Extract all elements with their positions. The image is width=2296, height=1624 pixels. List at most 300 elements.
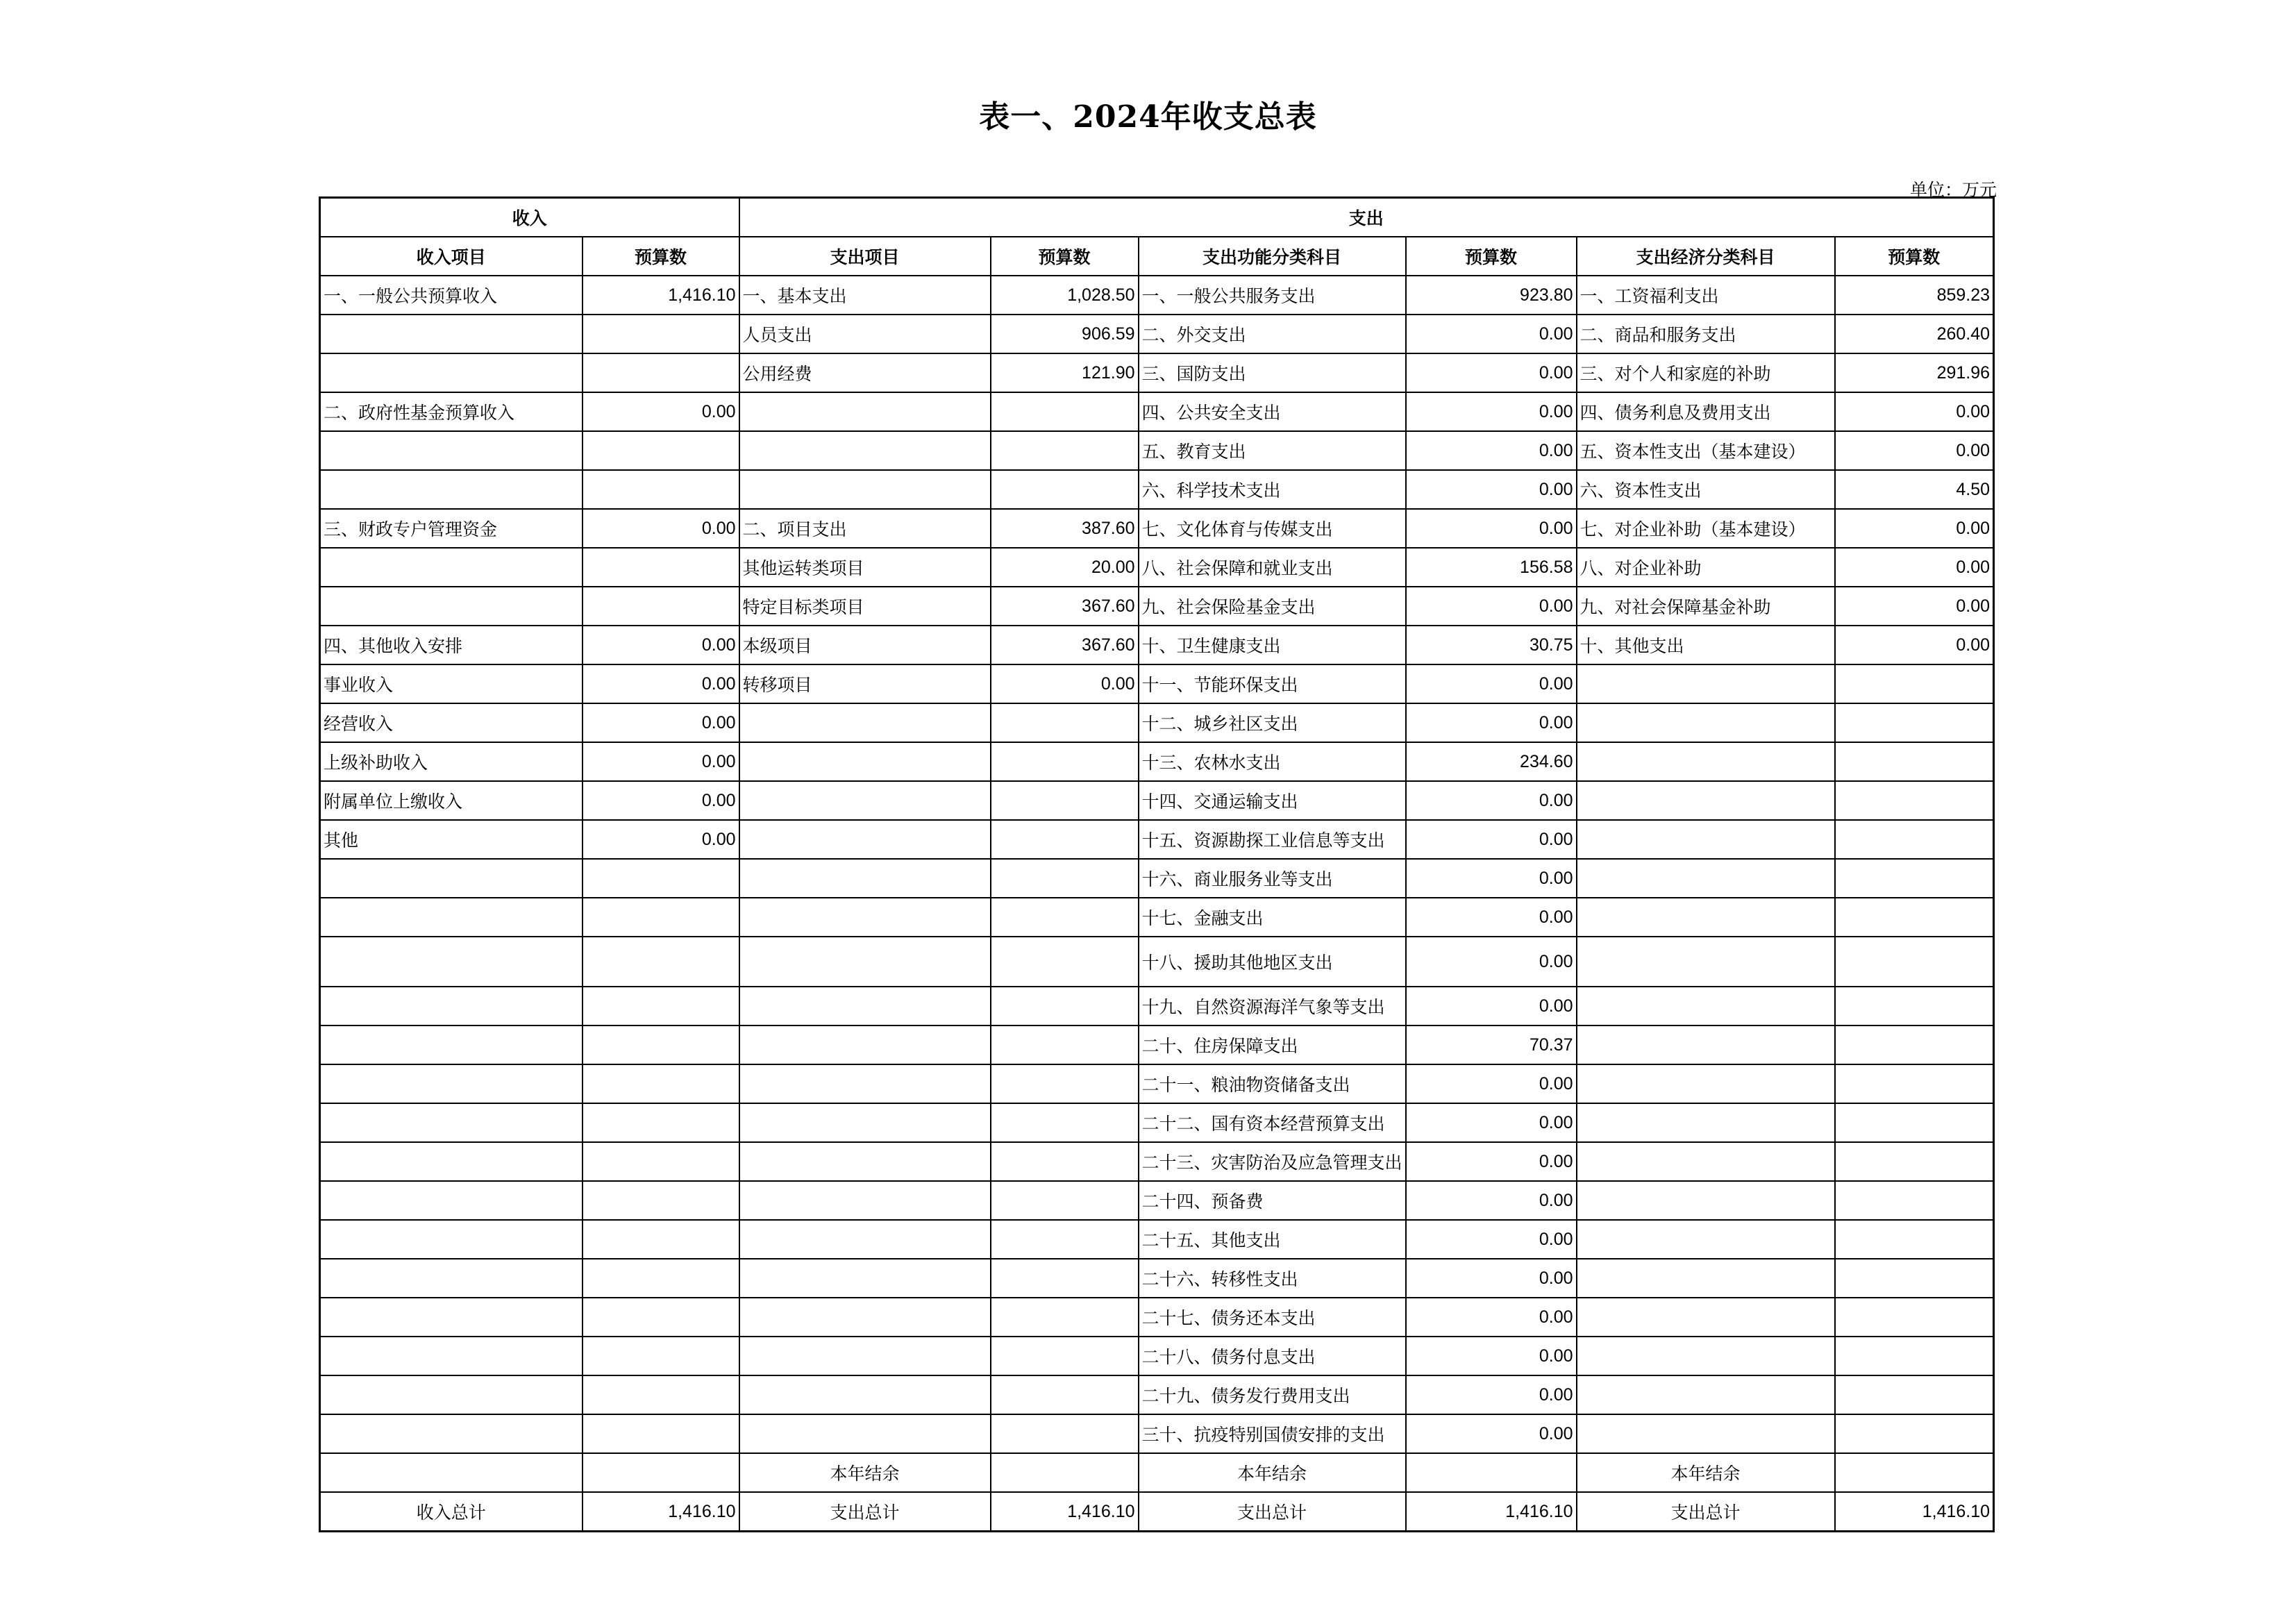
expense-budget-cell (991, 898, 1139, 937)
income-budget-cell (583, 470, 739, 509)
function-item-cell: 二十四、预备费 (1139, 1181, 1406, 1220)
function-budget-cell: 0.00 (1406, 587, 1577, 626)
expense-budget-cell (991, 859, 1139, 898)
expense-item-cell: 支出总计 (739, 1492, 991, 1532)
income-item-cell: 四、其他收入安排 (320, 626, 583, 664)
function-item-cell: 二十九、债务发行费用支出 (1139, 1375, 1406, 1414)
expense-budget-cell (991, 1298, 1139, 1337)
income-budget-cell: 0.00 (583, 703, 739, 742)
economic-budget-cell: 0.00 (1835, 509, 1994, 548)
income-budget-cell (583, 1181, 739, 1220)
economic-budget-cell (1835, 1064, 1994, 1103)
function-budget-cell: 30.75 (1406, 626, 1577, 664)
economic-item-cell: 十、其他支出 (1577, 626, 1835, 664)
function-budget-cell: 0.00 (1406, 509, 1577, 548)
economic-budget-cell (1835, 742, 1994, 781)
expense-item-cell (739, 392, 991, 431)
function-item-cell: 十四、交通运输支出 (1139, 781, 1406, 820)
economic-budget-cell: 260.40 (1835, 315, 1994, 353)
function-budget-cell: 156.58 (1406, 548, 1577, 587)
expense-budget-cell (991, 392, 1139, 431)
income-budget-cell (583, 1259, 739, 1298)
expense-budget-cell: 1,028.50 (991, 276, 1139, 315)
function-budget-cell: 0.00 (1406, 1103, 1577, 1142)
economic-item-cell (1577, 1220, 1835, 1259)
function-item-cell: 十三、农林水支出 (1139, 742, 1406, 781)
income-item-cell: 其他 (320, 820, 583, 859)
function-budget-cell: 0.00 (1406, 820, 1577, 859)
economic-budget-cell: 0.00 (1835, 587, 1994, 626)
income-item-cell: 事业收入 (320, 664, 583, 703)
table-row (320, 509, 1994, 548)
function-budget-cell: 0.00 (1406, 987, 1577, 1026)
economic-item-cell: 三、对个人和家庭的补助 (1577, 353, 1835, 392)
expense-budget-cell: 367.60 (991, 587, 1139, 626)
table-row (320, 392, 1994, 431)
income-item-cell (320, 1181, 583, 1220)
expense-budget-cell: 367.60 (991, 626, 1139, 664)
economic-budget-cell (1835, 1220, 1994, 1259)
table-row (320, 664, 1994, 703)
function-item-cell: 十六、商业服务业等支出 (1139, 859, 1406, 898)
economic-item-cell (1577, 820, 1835, 859)
economic-item-cell: 本年结余 (1577, 1453, 1835, 1492)
expense-item-cell: 其他运转类项目 (739, 548, 991, 587)
table-row (320, 587, 1994, 626)
expense-budget-cell (991, 1103, 1139, 1142)
function-item-cell: 六、科学技术支出 (1139, 470, 1406, 509)
income-item-cell: 三、财政专户管理资金 (320, 509, 583, 548)
economic-budget-cell (1835, 781, 1994, 820)
function-budget-cell: 0.00 (1406, 1337, 1577, 1375)
economic-item-cell (1577, 1414, 1835, 1453)
expense-item-cell (739, 1298, 991, 1337)
expense-budget-cell (991, 1220, 1139, 1259)
expense-item-cell (739, 1103, 991, 1142)
economic-budget-cell (1835, 898, 1994, 937)
expense-item-cell (739, 859, 991, 898)
table-row (320, 898, 1994, 937)
economic-budget-cell (1835, 664, 1994, 703)
function-item-cell: 五、教育支出 (1139, 431, 1406, 470)
table-row (320, 703, 1994, 742)
function-item-cell: 十九、自然资源海洋气象等支出 (1139, 987, 1406, 1026)
table-row (320, 626, 1994, 664)
table-row (320, 431, 1994, 470)
expense-budget-cell: 121.90 (991, 353, 1139, 392)
expense-budget-cell (991, 431, 1139, 470)
function-budget-cell: 0.00 (1406, 664, 1577, 703)
function-item-cell: 十一、节能环保支出 (1139, 664, 1406, 703)
expense-budget-cell (991, 781, 1139, 820)
function-item-cell: 四、公共安全支出 (1139, 392, 1406, 431)
function-item-cell: 二十八、债务付息支出 (1139, 1337, 1406, 1375)
income-item-cell: 一、一般公共预算收入 (320, 276, 583, 315)
expense-item-cell (739, 1337, 991, 1375)
income-budget-cell: 0.00 (583, 742, 739, 781)
income-budget-cell (583, 1337, 739, 1375)
function-item-cell: 二十二、国有资本经营预算支出 (1139, 1103, 1406, 1142)
economic-budget-cell: 4.50 (1835, 470, 1994, 509)
table-row (320, 1492, 1994, 1532)
economic-item-cell: 五、资本性支出（基本建设） (1577, 431, 1835, 470)
table-row (320, 548, 1994, 587)
expense-budget-cell (991, 1181, 1139, 1220)
budget-header: 预算数 (991, 237, 1139, 276)
table-row (320, 987, 1994, 1026)
economic-budget-cell (1835, 1103, 1994, 1142)
economic-item-cell (1577, 898, 1835, 937)
income-item-cell (320, 1414, 583, 1453)
income-budget-cell (583, 1453, 739, 1492)
income-item-cell (320, 548, 583, 587)
income-budget-cell: 0.00 (583, 392, 739, 431)
income-item-cell (320, 1337, 583, 1375)
expense-item-cell (739, 937, 991, 987)
income-item-cell (320, 1220, 583, 1259)
function-budget-cell: 0.00 (1406, 431, 1577, 470)
expense-item-cell: 人员支出 (739, 315, 991, 353)
expense-budget-cell (991, 1259, 1139, 1298)
function-item-cell: 十二、城乡社区支出 (1139, 703, 1406, 742)
income-item-cell: 上级补助收入 (320, 742, 583, 781)
function-budget-cell: 923.80 (1406, 276, 1577, 315)
function-budget-cell: 234.60 (1406, 742, 1577, 781)
income-item-cell: 二、政府性基金预算收入 (320, 392, 583, 431)
table-row (320, 859, 1994, 898)
expense-item-cell (739, 820, 991, 859)
expense-item-cell (739, 1064, 991, 1103)
expense-item-cell (739, 987, 991, 1026)
income-budget-cell (583, 1142, 739, 1181)
table-row (320, 1103, 1994, 1142)
page-title: 表一、2024年收支总表 (979, 99, 1317, 135)
function-item-cell: 三、国防支出 (1139, 353, 1406, 392)
function-budget-cell: 0.00 (1406, 353, 1577, 392)
expense-item-cell (739, 1414, 991, 1453)
expense-budget-cell: 20.00 (991, 548, 1139, 587)
income-item-cell (320, 1259, 583, 1298)
economic-budget-cell (1835, 1453, 1994, 1492)
expense-item-cell (739, 1026, 991, 1064)
economic-item-cell (1577, 859, 1835, 898)
expense-budget-cell (991, 742, 1139, 781)
function-item-cell: 二十七、债务还本支出 (1139, 1298, 1406, 1337)
expense-budget-cell (991, 1142, 1139, 1181)
table-row (320, 276, 1994, 315)
income-item-cell (320, 1103, 583, 1142)
income-budget-cell (583, 1103, 739, 1142)
table-row (320, 1142, 1994, 1181)
economic-budget-cell (1835, 1026, 1994, 1064)
income-item-cell (320, 470, 583, 509)
expense-item-cell: 本年结余 (739, 1453, 991, 1492)
expense-budget-cell (991, 937, 1139, 987)
expense-item-cell: 二、项目支出 (739, 509, 991, 548)
economic-item-header: 支出经济分类科目 (1577, 237, 1835, 276)
unit-label: 单位：万元 (1909, 180, 1997, 200)
income-item-cell: 收入总计 (320, 1492, 583, 1532)
income-item-cell (320, 1026, 583, 1064)
expense-item-cell: 特定目标类项目 (739, 587, 991, 626)
economic-item-cell: 四、债务利息及费用支出 (1577, 392, 1835, 431)
expense-item-cell: 本级项目 (739, 626, 991, 664)
income-budget-cell (583, 431, 739, 470)
function-item-cell: 二十一、粮油物资储备支出 (1139, 1064, 1406, 1103)
income-item-cell (320, 898, 583, 937)
function-budget-cell: 0.00 (1406, 859, 1577, 898)
function-budget-cell: 0.00 (1406, 703, 1577, 742)
income-budget-cell (583, 937, 739, 987)
expense-item-cell (739, 781, 991, 820)
income-budget-cell (583, 353, 739, 392)
expense-item-cell (739, 1220, 991, 1259)
expense-budget-cell (991, 470, 1139, 509)
function-budget-cell: 0.00 (1406, 1414, 1577, 1453)
table-row (320, 742, 1994, 781)
budget-header: 预算数 (583, 237, 739, 276)
function-budget-cell: 0.00 (1406, 1375, 1577, 1414)
economic-budget-cell: 0.00 (1835, 392, 1994, 431)
table-row (320, 1026, 1994, 1064)
expense-item-cell (739, 1259, 991, 1298)
economic-budget-cell (1835, 859, 1994, 898)
income-group-header: 收入 (320, 198, 739, 237)
function-budget-cell: 0.00 (1406, 937, 1577, 987)
function-item-cell: 二十三、灾害防治及应急管理支出 (1139, 1142, 1406, 1181)
function-item-cell: 一、一般公共服务支出 (1139, 276, 1406, 315)
economic-item-cell (1577, 781, 1835, 820)
economic-item-cell (1577, 1181, 1835, 1220)
expense-budget-cell: 906.59 (991, 315, 1139, 353)
economic-item-cell: 二、商品和服务支出 (1577, 315, 1835, 353)
table-header-group-row (320, 198, 1994, 237)
function-budget-cell: 0.00 (1406, 1064, 1577, 1103)
income-item-cell (320, 353, 583, 392)
table-row (320, 820, 1994, 859)
economic-item-cell (1577, 742, 1835, 781)
income-item-cell (320, 1142, 583, 1181)
expense-budget-cell: 1,416.10 (991, 1492, 1139, 1532)
expense-item-cell (739, 431, 991, 470)
expense-item-cell (739, 470, 991, 509)
income-budget-cell: 0.00 (583, 626, 739, 664)
income-item-header: 收入项目 (320, 237, 583, 276)
expense-budget-cell (991, 703, 1139, 742)
economic-budget-cell (1835, 1414, 1994, 1453)
income-budget-cell (583, 1298, 739, 1337)
function-budget-cell: 0.00 (1406, 1142, 1577, 1181)
function-item-cell: 支出总计 (1139, 1492, 1406, 1532)
economic-budget-cell: 859.23 (1835, 276, 1994, 315)
economic-budget-cell (1835, 1298, 1994, 1337)
function-budget-cell: 0.00 (1406, 1220, 1577, 1259)
income-budget-cell: 1,416.10 (583, 1492, 739, 1532)
function-item-cell: 二、外交支出 (1139, 315, 1406, 353)
expense-item-cell (739, 703, 991, 742)
table-row (320, 781, 1994, 820)
expense-budget-cell: 387.60 (991, 509, 1139, 548)
expense-item-cell: 转移项目 (739, 664, 991, 703)
economic-budget-cell (1835, 987, 1994, 1026)
income-budget-cell: 0.00 (583, 509, 739, 548)
function-item-cell: 十五、资源勘探工业信息等支出 (1139, 820, 1406, 859)
function-item-cell: 二十、住房保障支出 (1139, 1026, 1406, 1064)
table-row (320, 937, 1994, 987)
economic-budget-cell (1835, 1259, 1994, 1298)
economic-item-cell: 七、对企业补助（基本建设） (1577, 509, 1835, 548)
function-item-cell: 十、卫生健康支出 (1139, 626, 1406, 664)
income-budget-cell (583, 898, 739, 937)
economic-budget-cell (1835, 703, 1994, 742)
expense-budget-cell: 0.00 (991, 664, 1139, 703)
expense-item-header: 支出项目 (739, 237, 991, 276)
function-item-cell: 八、社会保障和就业支出 (1139, 548, 1406, 587)
economic-item-cell (1577, 1026, 1835, 1064)
expense-item-cell: 公用经费 (739, 353, 991, 392)
income-budget-cell (583, 315, 739, 353)
table-row (320, 315, 1994, 353)
function-item-cell: 本年结余 (1139, 1453, 1406, 1492)
economic-item-cell: 九、对社会保障基金补助 (1577, 587, 1835, 626)
function-item-cell: 十八、援助其他地区支出 (1139, 937, 1406, 987)
economic-item-cell: 支出总计 (1577, 1492, 1835, 1532)
expense-budget-cell (991, 1453, 1139, 1492)
economic-item-cell (1577, 1337, 1835, 1375)
income-item-cell: 附属单位上缴收入 (320, 781, 583, 820)
table-header-row (320, 237, 1994, 276)
economic-budget-cell: 1,416.10 (1835, 1492, 1994, 1532)
function-budget-cell (1406, 1453, 1577, 1492)
income-budget-cell (583, 1220, 739, 1259)
income-item-cell (320, 987, 583, 1026)
income-budget-cell: 0.00 (583, 664, 739, 703)
function-budget-cell: 0.00 (1406, 898, 1577, 937)
income-item-cell (320, 1298, 583, 1337)
economic-budget-cell: 0.00 (1835, 431, 1994, 470)
function-budget-cell: 0.00 (1406, 392, 1577, 431)
table-row (320, 1064, 1994, 1103)
economic-item-cell (1577, 1375, 1835, 1414)
budget-header: 预算数 (1406, 237, 1577, 276)
income-item-cell (320, 431, 583, 470)
function-item-cell: 七、文化体育与传媒支出 (1139, 509, 1406, 548)
income-budget-cell: 0.00 (583, 781, 739, 820)
expense-budget-cell (991, 1337, 1139, 1375)
function-item-header: 支出功能分类科目 (1139, 237, 1406, 276)
expense-item-cell (739, 1181, 991, 1220)
economic-item-cell (1577, 1259, 1835, 1298)
economic-budget-cell: 0.00 (1835, 626, 1994, 664)
income-item-cell (320, 315, 583, 353)
economic-item-cell (1577, 703, 1835, 742)
economic-budget-cell (1835, 1375, 1994, 1414)
expense-budget-cell (991, 820, 1139, 859)
income-budget-cell: 0.00 (583, 820, 739, 859)
expense-budget-cell (991, 1414, 1139, 1453)
income-budget-cell (583, 859, 739, 898)
function-budget-cell: 0.00 (1406, 781, 1577, 820)
table-row (320, 1220, 1994, 1259)
economic-budget-cell (1835, 820, 1994, 859)
economic-budget-cell: 291.96 (1835, 353, 1994, 392)
income-item-cell (320, 937, 583, 987)
economic-item-cell (1577, 1064, 1835, 1103)
expense-item-cell (739, 1375, 991, 1414)
expense-budget-cell (991, 1375, 1139, 1414)
economic-budget-cell (1835, 1181, 1994, 1220)
expense-item-cell (739, 898, 991, 937)
table-row (320, 1298, 1994, 1337)
function-budget-cell: 0.00 (1406, 1259, 1577, 1298)
economic-budget-cell (1835, 937, 1994, 987)
economic-item-cell (1577, 937, 1835, 987)
table-row (320, 1414, 1994, 1453)
income-item-cell (320, 587, 583, 626)
income-budget-cell (583, 1375, 739, 1414)
expense-item-cell (739, 1142, 991, 1181)
income-budget-cell: 1,416.10 (583, 276, 739, 315)
income-item-cell: 经营收入 (320, 703, 583, 742)
function-item-cell: 十七、金融支出 (1139, 898, 1406, 937)
economic-budget-cell (1835, 1142, 1994, 1181)
income-budget-cell (583, 1026, 739, 1064)
table-row (320, 470, 1994, 509)
economic-item-cell (1577, 1142, 1835, 1181)
function-budget-cell: 0.00 (1406, 470, 1577, 509)
economic-item-cell (1577, 1298, 1835, 1337)
economic-budget-cell (1835, 1337, 1994, 1375)
income-item-cell (320, 859, 583, 898)
table-row (320, 1453, 1994, 1492)
income-item-cell (320, 1375, 583, 1414)
function-item-cell: 二十六、转移性支出 (1139, 1259, 1406, 1298)
function-budget-cell: 0.00 (1406, 1298, 1577, 1337)
function-budget-cell: 0.00 (1406, 315, 1577, 353)
expense-budget-cell (991, 1064, 1139, 1103)
income-budget-cell (583, 548, 739, 587)
income-budget-cell (583, 587, 739, 626)
income-item-cell (320, 1453, 583, 1492)
income-item-cell (320, 1064, 583, 1103)
income-budget-cell (583, 987, 739, 1026)
expense-budget-cell (991, 1026, 1139, 1064)
function-budget-cell: 1,416.10 (1406, 1492, 1577, 1532)
economic-item-cell: 八、对企业补助 (1577, 548, 1835, 587)
function-item-cell: 九、社会保险基金支出 (1139, 587, 1406, 626)
function-budget-cell: 70.37 (1406, 1026, 1577, 1064)
function-item-cell: 二十五、其他支出 (1139, 1220, 1406, 1259)
table-row (320, 1337, 1994, 1375)
expense-group-header: 支出 (739, 198, 1994, 237)
function-item-cell: 三十、抗疫特别国债安排的支出 (1139, 1414, 1406, 1453)
economic-item-cell (1577, 664, 1835, 703)
function-budget-cell: 0.00 (1406, 1181, 1577, 1220)
budget-header: 预算数 (1835, 237, 1994, 276)
table-row (320, 1375, 1994, 1414)
economic-item-cell: 一、工资福利支出 (1577, 276, 1835, 315)
economic-budget-cell: 0.00 (1835, 548, 1994, 587)
income-budget-cell (583, 1414, 739, 1453)
table-row (320, 1181, 1994, 1220)
income-budget-cell (583, 1064, 739, 1103)
expense-item-cell: 一、基本支出 (739, 276, 991, 315)
table-row (320, 353, 1994, 392)
economic-item-cell (1577, 1103, 1835, 1142)
economic-item-cell (1577, 987, 1835, 1026)
budget-table (319, 196, 1995, 1532)
economic-item-cell: 六、资本性支出 (1577, 470, 1835, 509)
